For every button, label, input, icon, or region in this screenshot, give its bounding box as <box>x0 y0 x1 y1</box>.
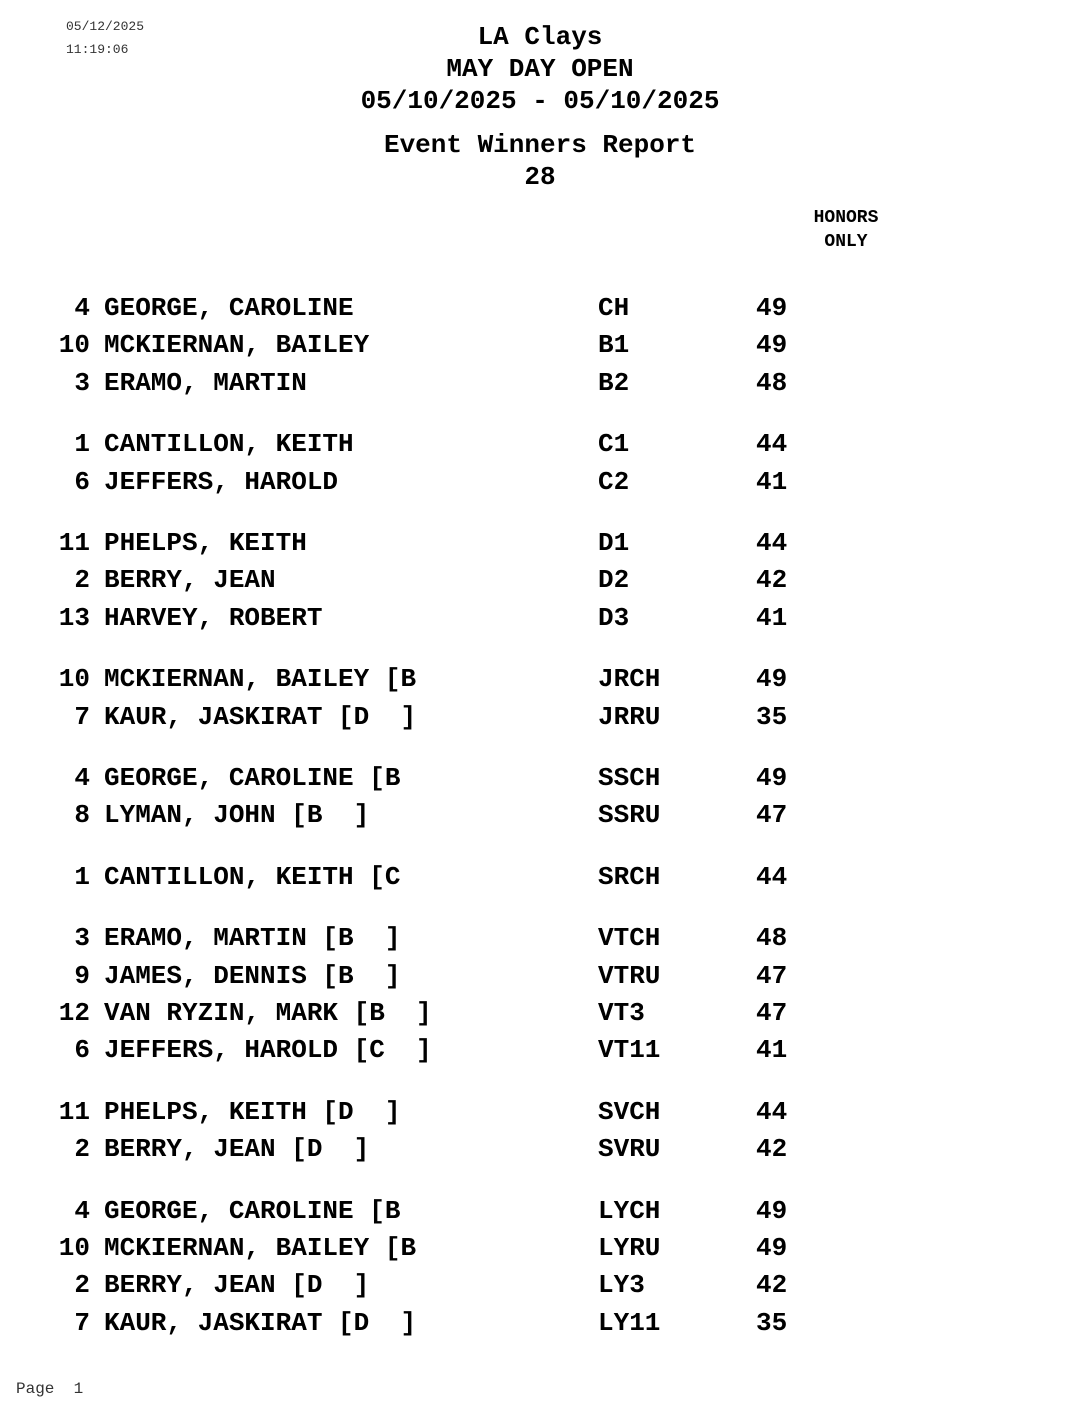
score: 47 <box>756 998 788 1028</box>
placement-number: 4 <box>74 763 90 793</box>
print-date: 05/12/2025 <box>66 19 145 34</box>
shooter-name: ERAMO, MARTIN [B ] <box>104 923 401 953</box>
placement-number: 4 <box>74 1196 90 1226</box>
placement-number: 10 <box>58 330 90 360</box>
page-label: Page <box>16 1380 55 1398</box>
placement-number: 12 <box>58 998 90 1028</box>
placement-number: 2 <box>74 1134 90 1164</box>
placement-number: 3 <box>74 368 90 398</box>
shooter-name: KAUR, JASKIRAT [D ] <box>104 702 417 732</box>
score: 42 <box>756 565 788 595</box>
shooter-name: MCKIERNAN, BAILEY [B <box>104 664 417 694</box>
score: 42 <box>756 1134 788 1164</box>
honors-line-1: HONORS <box>813 208 879 228</box>
class-code: VTCH <box>598 923 661 953</box>
class-code: D3 <box>598 603 630 633</box>
shooter-name: BERRY, JEAN [D ] <box>104 1134 370 1164</box>
class-code: D2 <box>598 565 630 595</box>
class-code: LYCH <box>598 1196 661 1226</box>
score: 41 <box>756 467 788 497</box>
shooter-name: LYMAN, JOHN [B ] <box>104 800 370 830</box>
class-code: JRCH <box>598 664 661 694</box>
class-code: C1 <box>598 429 630 459</box>
shooter-name: KAUR, JASKIRAT [D ] <box>104 1308 417 1338</box>
page-number: 1 <box>73 1380 84 1398</box>
score: 35 <box>756 1308 788 1338</box>
report-number: 28 <box>524 162 556 192</box>
shooter-name: JEFFERS, HAROLD <box>104 467 339 497</box>
placement-number: 1 <box>74 429 90 459</box>
class-code: LY3 <box>598 1270 645 1300</box>
score: 44 <box>756 528 788 558</box>
honors-line-2: ONLY <box>824 232 868 252</box>
shooter-name: VAN RYZIN, MARK [B ] <box>104 998 432 1028</box>
score: 42 <box>756 1270 788 1300</box>
placement-number: 2 <box>74 1270 90 1300</box>
shooter-name: PHELPS, KEITH <box>104 528 307 558</box>
page-title: LA Clays <box>477 22 603 52</box>
placement-number: 7 <box>74 702 90 732</box>
score: 49 <box>756 664 788 694</box>
class-code: C2 <box>598 467 630 497</box>
score: 49 <box>756 293 788 323</box>
page-footer <box>16 1380 83 1398</box>
class-code: SSRU <box>598 800 661 830</box>
class-code: SVRU <box>598 1134 661 1164</box>
shooter-name: MCKIERNAN, BAILEY <box>104 330 370 360</box>
shooter-name: PHELPS, KEITH [D ] <box>104 1097 401 1127</box>
class-code: D1 <box>598 528 630 558</box>
event-name: MAY DAY OPEN <box>446 54 634 84</box>
placement-number: 11 <box>58 1097 90 1127</box>
shooter-name: JAMES, DENNIS [B ] <box>104 961 401 991</box>
score: 48 <box>756 923 788 953</box>
class-code: B2 <box>598 368 630 398</box>
class-code: VT3 <box>598 998 645 1028</box>
score: 47 <box>756 800 788 830</box>
placement-number: 6 <box>74 1035 90 1065</box>
shooter-name: MCKIERNAN, BAILEY [B <box>104 1233 417 1263</box>
score: 49 <box>756 1233 788 1263</box>
class-code: VTRU <box>598 961 661 991</box>
shooter-name: GEORGE, CAROLINE [B <box>104 1196 401 1226</box>
shooter-name: CANTILLON, KEITH <box>104 429 354 459</box>
report-title: Event Winners Report <box>383 130 697 160</box>
shooter-name: BERRY, JEAN [D ] <box>104 1270 370 1300</box>
placement-number: 7 <box>74 1308 90 1338</box>
score: 41 <box>756 1035 788 1065</box>
shooter-name: CANTILLON, KEITH [C <box>104 862 401 892</box>
score: 48 <box>756 368 788 398</box>
placement-number: 8 <box>74 800 90 830</box>
score: 35 <box>756 702 788 732</box>
shooter-name: GEORGE, CAROLINE [B <box>104 763 401 793</box>
shooter-name: JEFFERS, HAROLD [C ] <box>104 1035 432 1065</box>
class-code: JRRU <box>598 702 661 732</box>
placement-number: 2 <box>74 565 90 595</box>
class-code: CH <box>598 293 630 323</box>
shooter-name: HARVEY, ROBERT <box>104 603 323 633</box>
placement-number: 4 <box>74 293 90 323</box>
placement-number: 9 <box>74 961 90 991</box>
class-code: SVCH <box>598 1097 661 1127</box>
class-code: SRCH <box>598 862 661 892</box>
class-code: VT11 <box>598 1035 661 1065</box>
shooter-name: ERAMO, MARTIN <box>104 368 307 398</box>
shooter-name: GEORGE, CAROLINE <box>104 293 354 323</box>
placement-number: 1 <box>74 862 90 892</box>
score: 41 <box>756 603 788 633</box>
placement-number: 6 <box>74 467 90 497</box>
placement-number: 13 <box>58 603 90 633</box>
score: 49 <box>756 1196 788 1226</box>
class-code: LYRU <box>598 1233 661 1263</box>
score: 49 <box>756 763 788 793</box>
placement-number: 11 <box>58 528 90 558</box>
placement-number: 10 <box>58 1233 90 1263</box>
class-code: SSCH <box>598 763 661 793</box>
placement-number: 3 <box>74 923 90 953</box>
print-time: 11:19:06 <box>66 42 129 57</box>
score: 44 <box>756 429 788 459</box>
class-code: LY11 <box>598 1308 661 1338</box>
event-date-range: 05/10/2025 - 05/10/2025 <box>360 86 720 116</box>
score: 44 <box>756 862 788 892</box>
class-code: B1 <box>598 330 630 360</box>
honors-only-heading <box>796 206 896 254</box>
shooter-name: BERRY, JEAN <box>104 565 276 595</box>
score: 47 <box>756 961 788 991</box>
score: 49 <box>756 330 788 360</box>
score: 44 <box>756 1097 788 1127</box>
placement-number: 10 <box>58 664 90 694</box>
